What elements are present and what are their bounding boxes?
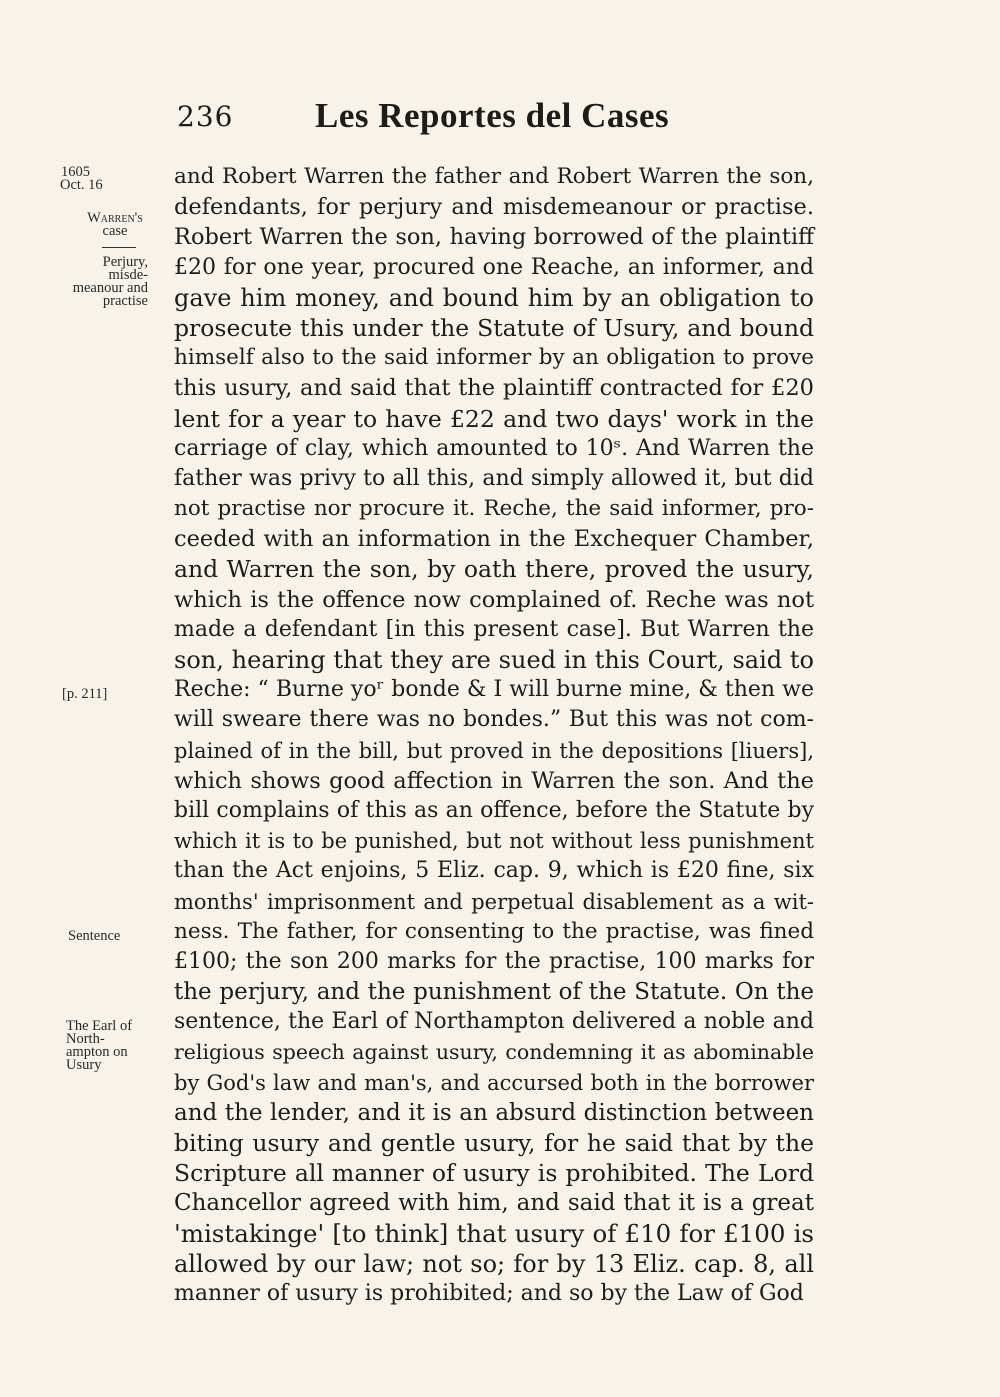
- margin-note-case-name: [80, 212, 150, 238]
- body-line: son, hearing that they are sued in this Court, said to: [174, 646, 814, 674]
- body-line: than the Act enjoins, 5 Eliz. cap. 9, which is £20 fine, six: [174, 858, 814, 884]
- body-line: which shows good affection in Warren the son. And the: [174, 767, 814, 794]
- margin-date-year: 1605: [61, 164, 90, 180]
- body-line: father was privy to all this, and simply allowed it, but did: [174, 465, 814, 491]
- body-line: Chancellor agreed with him, and said that it is a great: [174, 1190, 814, 1217]
- body-line: 'mistakinge' [to think] that usury of £10 for £100 is: [174, 1218, 814, 1248]
- margin-earl-line-4: Usury: [66, 1057, 102, 1073]
- margin-earl-line-1: The Earl of: [66, 1018, 133, 1034]
- body-line: prosecute this under the Statute of Usury, and bound: [174, 313, 814, 342]
- margin-note-sentence: Sentence: [68, 928, 121, 944]
- margin-date-day: Oct. 16: [60, 177, 103, 193]
- body-line: bill complains of this as an offence, before the Statute by: [174, 797, 814, 823]
- body-line: £20 for one year, procured one Reache, an informer, and: [174, 254, 814, 280]
- running-title: Les Reportes del Cases: [315, 96, 670, 135]
- body-line: religious speech against usury, condemning it as abominable: [174, 1040, 814, 1065]
- body-line: and Robert Warren the father and Robert Warren the son,: [174, 164, 814, 189]
- margin-note-earl: [66, 1020, 132, 1072]
- body-line: allowed by our law; not so; for by 13 Eliz. cap. 8, all: [174, 1249, 814, 1278]
- margin-subject-line-4: practise: [102, 293, 148, 309]
- body-line: ceeded with an information in the Exchequer Chamber,: [174, 526, 814, 553]
- margin-earl-line-3: ampton on: [66, 1044, 128, 1060]
- margin-note-rule: [102, 247, 136, 248]
- margin-subject-line-3: meanour and: [72, 280, 148, 296]
- body-line: defendants, for perjury and misdemeanour or practise.: [174, 194, 814, 221]
- body-line: biting usury and gentle usury, for he said that by the: [174, 1129, 814, 1157]
- margin-earl-line-2: North-: [66, 1031, 105, 1047]
- margin-subject-line-2: misde-: [108, 267, 148, 283]
- body-line: plained of in the bill, but proved in the depositions [liuers],: [174, 738, 814, 763]
- body-line: and Warren the son, by oath there, proved the usury,: [174, 555, 814, 584]
- body-line: this usury, and said that the plaintiff contracted for £20: [174, 375, 814, 402]
- body-line: Scripture all manner of usury is prohibited. The Lord: [174, 1159, 814, 1188]
- body-line: by God's law and man's, and accursed both in the borrower: [174, 1070, 814, 1095]
- body-line: lent for a year to have £22 and two days' work in the: [174, 404, 814, 433]
- body-line: gave him money, and bound him by an obligation to: [174, 283, 814, 312]
- margin-case-name-line-1: Warren's: [87, 210, 143, 226]
- margin-note-page-ref: [p. 211]: [62, 686, 108, 702]
- body-line: manner of usury is prohibited; and so by the Law of God: [174, 1280, 804, 1306]
- body-text: [174, 162, 814, 1309]
- margin-case-name-line-2: case: [102, 223, 128, 239]
- body-line: the perjury, and the punishment of the Statute. On the: [174, 979, 814, 1006]
- body-line: which it is to be punished, but not without less punishment: [174, 829, 814, 854]
- body-line: made a defendant [in this present case]. But Warren the: [174, 616, 814, 642]
- body-line: £100; the son 200 marks for the practise, 100 marks for: [174, 948, 814, 974]
- body-line: carriage of clay, which amounted to 10ˢ. And Warren the: [174, 435, 814, 461]
- page-number: 236: [177, 100, 234, 133]
- body-line: ness. The father, for consenting to the practise, was fined: [174, 918, 814, 944]
- body-line: and the lender, and it is an absurd distinction between: [174, 1099, 814, 1126]
- body-line: himself also to the said informer by an obligation to prove: [174, 345, 814, 371]
- margin-note-subject: [62, 256, 148, 308]
- margin-subject-line-1: Perjury,: [102, 254, 148, 270]
- body-line: not practise nor procure it. Reche, the said informer, pro-: [174, 496, 814, 522]
- body-line: months' imprisonment and perpetual disablement as a wit-: [174, 889, 814, 914]
- body-line: which is the offence now complained of. Reche was not: [174, 586, 814, 613]
- body-line: will sweare there was no bondes.” But this was not com-: [174, 707, 814, 733]
- body-line: Reche: “ Burne yoʳ bonde & I will burne mine, & then we: [174, 677, 814, 703]
- body-line: Robert Warren the son, having borrowed of the plaintiff: [174, 224, 814, 251]
- margin-note-date: [60, 166, 103, 192]
- body-line: sentence, the Earl of Northampton delivered a noble and: [174, 1009, 814, 1035]
